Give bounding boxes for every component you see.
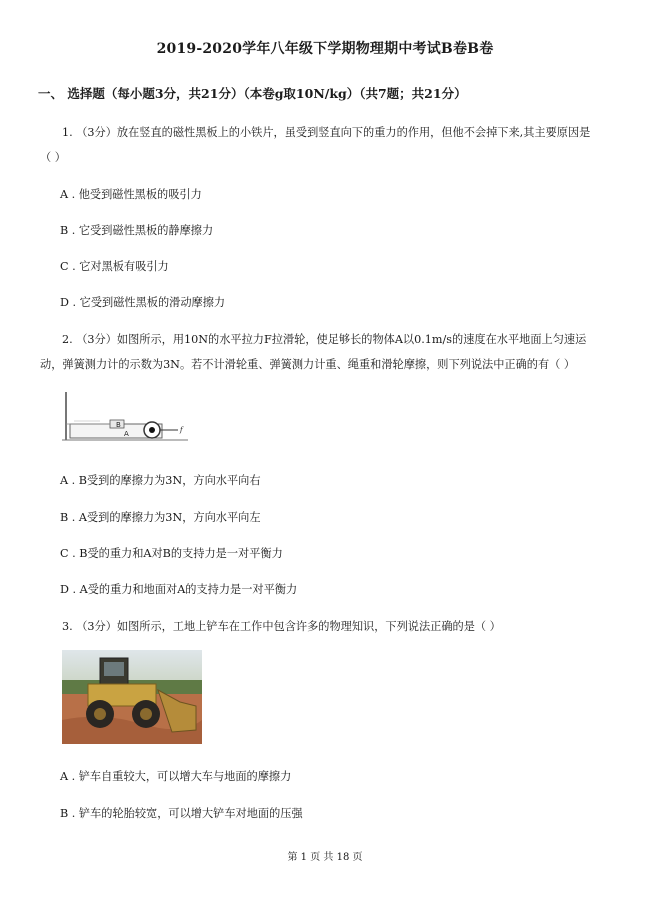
question-2-option-c: C . B受的重力和A对B的支持力是一对平衡力: [60, 547, 283, 560]
section-heading: 一、 选择题（每小题3分，共21分）（本卷g取10N/kg）（共7题；共21分）: [38, 86, 467, 101]
page-footer: 第 1 页 共 18 页: [287, 852, 363, 863]
question-1-option-d: D . 它受到磁性黑板的滑动摩擦力: [60, 296, 226, 309]
page-title: 2019-2020学年八年级下学期物理期中考试B卷B卷: [156, 41, 494, 57]
question-2-stem-cont: 动，弹簧测力计的示数为3N。若不计滑轮重、弹簧测力计重、绳重和滑轮摩擦，则下列说法中正确的有（ ）: [40, 358, 576, 371]
loader-cab-window: [104, 662, 124, 676]
question-2-stem: 2. （3分）如图所示，用10N的水平拉力F拉滑轮，使足够长的物体A以0.1m/s的速度在水平地面上匀速运: [62, 333, 587, 346]
question-1-option-b: B . 它受到磁性黑板的静摩擦力: [60, 224, 214, 237]
loader-rear-hub: [94, 708, 106, 720]
loader-photo-figure: [62, 650, 202, 744]
question-1-option-c: C . 它对黑板有吸引力: [60, 260, 169, 273]
question-1-stem: 1. （3分）放在竖直的磁性黑板上的小铁片，虽受到竖直向下的重力的作用，但他不会掉下来,其主要原因是: [62, 126, 591, 139]
loader-front-hub: [140, 708, 152, 720]
question-1-stem-cont: （ ）: [40, 151, 66, 164]
pulley-hub: [149, 427, 155, 433]
question-3-stem: 3. （3分）如图所示，工地上铲车在工作中包含许多的物理知识，下列说法正确的是（ ）: [62, 620, 501, 633]
question-1-option-a: A . 他受到磁性黑板的吸引力: [60, 188, 202, 201]
pulley-diagram-figure: [60, 390, 190, 446]
question-2-option-a: A . B受到的摩擦力为3N，方向水平向右: [60, 474, 261, 487]
question-2-option-d: D . A受的重力和地面对A的支持力是一对平衡力: [60, 583, 298, 596]
question-2-option-b: B . A受到的摩擦力为3N，方向水平向左: [60, 511, 261, 524]
label-a: A: [124, 430, 129, 438]
label-f: f: [180, 426, 183, 434]
question-3-option-b: B . 铲车的轮胎较宽，可以增大铲车对地面的压强: [60, 807, 303, 820]
label-b: B: [116, 421, 121, 429]
question-3-option-a: A . 铲车自重较大，可以增大车与地面的摩擦力: [60, 770, 292, 783]
